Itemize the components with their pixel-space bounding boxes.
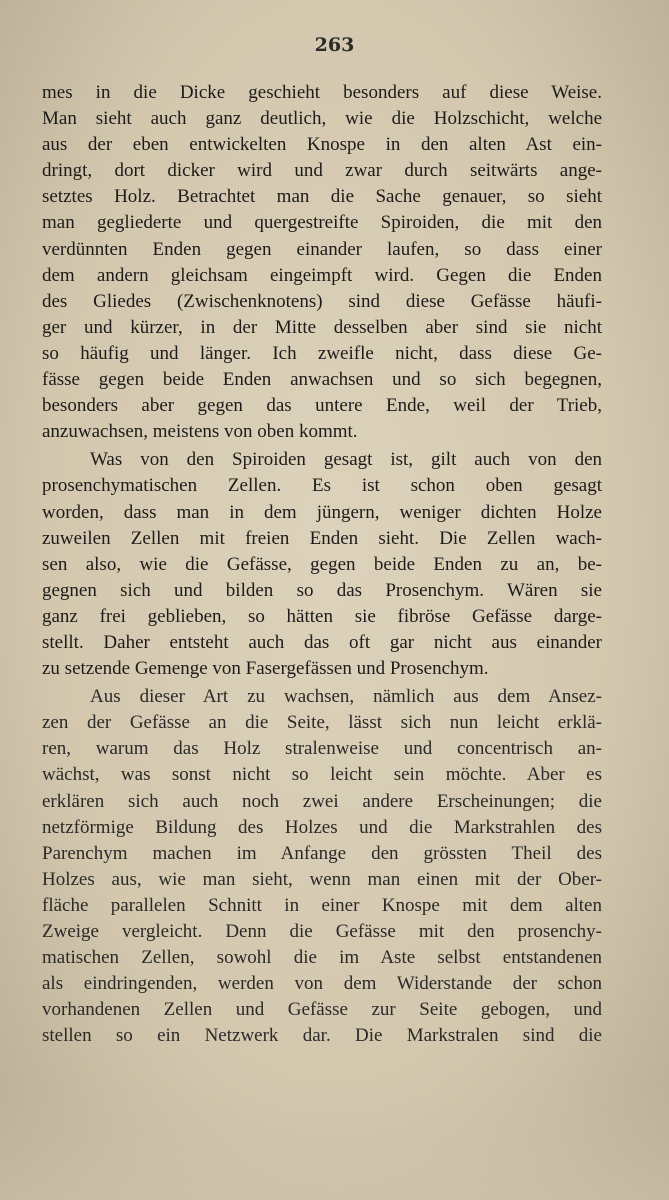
text-line: worden, dass man in dem jüngern, weniger dichten Holze xyxy=(42,501,602,523)
text-line: netzförmige Bildung des Holzes und die Markstrahlen des xyxy=(42,816,602,838)
text-line: Aus dieser Art zu wachsen, nämlich aus dem Ansez- xyxy=(90,686,602,708)
paragraph-3 xyxy=(42,684,602,1049)
text-line: matischen Zellen, sowohl die im Aste selbst entstandenen xyxy=(42,947,602,969)
text-line: man gegliederte und quergestreifte Spiroiden, die mit den xyxy=(42,212,602,234)
text-line: gegnen sich und bilden so das Prosenchym. Wären sie xyxy=(42,579,602,601)
text-line: fläche parallelen Schnitt in einer Knospe mit dem alten xyxy=(42,894,602,916)
text-line: dringt, dort dicker wird und zwar durch seitwärts ange- xyxy=(42,160,602,182)
text-line: des Gliedes (Zwischenknotens) sind diese Gefässe häufi- xyxy=(42,290,602,312)
text-line: so häufig und länger. Ich zweifle nicht, dass diese Ge- xyxy=(42,342,602,364)
text-line: sen also, wie die Gefässe, gegen beide Enden zu an, be- xyxy=(42,553,602,575)
text-line: zuweilen Zellen mit freien Enden sieht. Die Zellen wach- xyxy=(42,527,602,549)
text-line: wächst, was sonst nicht so leicht sein möchte. Aber es xyxy=(42,764,602,786)
text-line: ganz frei geblieben, so hätten sie fibröse Gefässe darge- xyxy=(42,605,602,627)
text-line: Was von den Spiroiden gesagt ist, gilt auch von den xyxy=(90,449,602,471)
text-line: ger und kürzer, in der Mitte desselben aber sind sie nicht xyxy=(42,316,602,338)
text-line: fässe gegen beide Enden anwachsen und so sich begegnen, xyxy=(42,369,602,391)
text-line: zen der Gefässe an die Seite, lässt sich nun leicht erklä- xyxy=(42,712,602,734)
page-number: 263 xyxy=(314,34,355,56)
text-line: verdünnten Enden gegen einander laufen, so dass einer xyxy=(42,238,602,260)
text-line: anzuwachsen, meistens von oben kommt. xyxy=(42,421,358,443)
text-line: besonders aber gegen das untere Ende, weil der Trieb, xyxy=(42,395,602,417)
paragraph-2 xyxy=(42,447,602,682)
text-line: stellt. Daher entsteht auch das oft gar nicht aus einander xyxy=(42,631,602,653)
text-line: Holzes aus, wie man sieht, wenn man einen mit der Ober- xyxy=(42,868,602,890)
paragraph-1 xyxy=(42,80,602,445)
text-line: Zweige vergleicht. Denn die Gefässe mit den prosenchy- xyxy=(42,921,602,942)
text-line: aus der eben entwickelten Knospe in den alten Ast ein- xyxy=(42,134,602,156)
text-line: erklären sich auch noch zwei andere Erscheinungen; die xyxy=(42,790,602,812)
text-line: ren, warum das Holz stralenweise und concentrisch an- xyxy=(42,738,602,760)
text-line: Man sieht auch ganz deutlich, wie die Holzschicht, welche xyxy=(42,108,602,130)
text-line: prosenchymatischen Zellen. Es ist schon oben gesagt xyxy=(42,475,602,497)
text-line: Parenchym machen im Anfange den grössten Theil des xyxy=(42,842,602,864)
bottom-margin xyxy=(0,1085,669,1200)
text-line: setztes Holz. Betrachtet man die Sache genauer, so sieht xyxy=(42,186,602,208)
text-line: vorhandenen Zellen und Gefässe zur Seite gebogen, und xyxy=(42,999,602,1021)
text-line: dem andern gleichsam eingeimpft wird. Gegen die Enden xyxy=(42,264,602,286)
text-line: als eindringenden, werden von dem Widerstande der schon xyxy=(42,973,602,995)
body-text xyxy=(42,80,602,1049)
text-line: zu setzende Gemenge von Fasergefässen und Prosenchym. xyxy=(42,658,489,680)
text-line: mes in die Dicke geschieht besonders auf diese Weise. xyxy=(42,82,602,103)
text-line: stellen so ein Netzwerk dar. Die Markstralen sind die xyxy=(42,1025,602,1047)
